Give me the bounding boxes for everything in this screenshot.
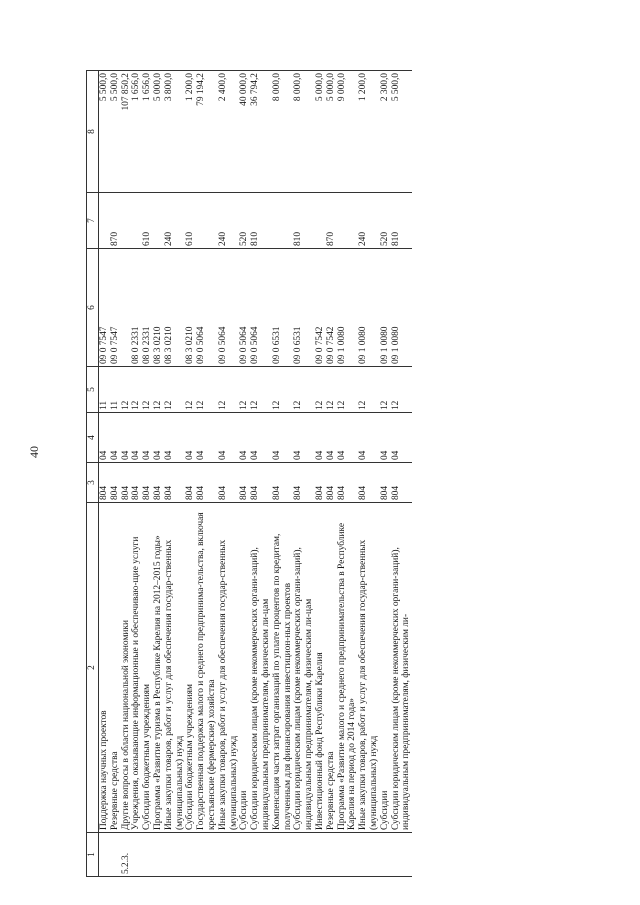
target-item-code-cell: 08 3 0210 [164,249,186,367]
section-code-cell: 04 [293,413,315,463]
row-name-cell: Субсидии юридическим лицам (кроме некоммерческих органи-заций), индивидуальным предпринимателям, физическим ли- [391,503,413,833]
row-number-cell [239,833,250,877]
subsection-code-cell: 12 [164,367,186,413]
amount-cell: 8 000,0 [293,71,315,193]
section-code-cell: 04 [131,413,142,463]
table-row [250,71,272,877]
table-row [142,71,153,877]
subsection-code-cell: 12 [391,367,413,413]
expense-type-code-cell: 870 [326,193,337,249]
ministry-code-cell: 804 [380,463,391,503]
ministry-code-cell: 804 [326,463,337,503]
row-name-cell: Субсидии юридическим лицам (кроме некоммерческих органи-заций), индивидуальным предпринимателям, физическим ли-цам [293,503,315,833]
column-header: 8 [87,71,99,193]
column-header: 2 [87,503,99,833]
expense-type-code-cell [121,193,132,249]
target-item-code-cell: 09 1 0080 [391,249,413,367]
target-item-code-cell: 09 1 0080 [337,249,359,367]
table-header-row [87,71,99,877]
row-number-cell [391,833,413,877]
column-header: 5 [87,367,99,413]
ministry-code-cell: 804 [218,463,240,503]
amount-cell: 107 850,2 [121,71,132,193]
target-item-code-cell: 08 3 0210 [185,249,196,367]
table-row [196,71,218,877]
subsection-code-cell: 12 [239,367,250,413]
amount-cell: 8 000,0 [272,71,294,193]
section-code-cell: 04 [110,413,121,463]
target-item-code-cell: 09 0 7542 [326,249,337,367]
table-row [153,71,164,877]
row-number-cell [164,833,186,877]
row-name-cell: Учреждения, оказывающие информационные и обеспечиваю-щие услуги [131,503,142,833]
target-item-code-cell: 09 0 6531 [272,249,294,367]
subsection-code-cell: 12 [218,367,240,413]
expense-type-code-cell: 240 [218,193,240,249]
row-number-cell [293,833,315,877]
row-name-cell: Программа «Развитие туризма в Республике Карелия на 2012–2015 годы» [153,503,164,833]
table-row [272,71,294,877]
target-item-code-cell: 09 0 7547 [99,249,110,367]
expense-type-code-cell [196,193,218,249]
section-code-cell: 04 [315,413,326,463]
target-item-code-cell: 09 0 7542 [315,249,326,367]
expense-type-code-cell: 810 [250,193,272,249]
row-number-cell [131,833,142,877]
target-item-code-cell: 09 0 5064 [218,249,240,367]
section-code-cell: 04 [196,413,218,463]
expense-type-code-cell: 520 [380,193,391,249]
column-header: 3 [87,463,99,503]
expense-type-code-cell: 610 [185,193,196,249]
subsection-code-cell: 12 [196,367,218,413]
table-row [131,71,142,877]
expense-type-code-cell: 810 [293,193,315,249]
amount-cell: 5 000,0 [153,71,164,193]
ministry-code-cell: 804 [99,463,110,503]
row-name-cell: Инвестиционный фонд Республики Карелия [315,503,326,833]
table-row [391,71,413,877]
subsection-code-cell: 12 [142,367,153,413]
row-name-cell: Государственная поддержка малого и среднего предпринима-тельства, включая крестьянские (фермерские) хозяйства [196,503,218,833]
section-code-cell: 04 [99,413,110,463]
section-code-cell: 04 [218,413,240,463]
row-number-cell [185,833,196,877]
ministry-code-cell: 804 [196,463,218,503]
table-row [99,71,110,877]
expense-type-code-cell: 240 [164,193,186,249]
row-name-cell: Субсидии бюджетным учреждениям [185,503,196,833]
row-name-cell: Резервные средства [326,503,337,833]
amount-cell: 2 300,0 [380,71,391,193]
expense-type-code-cell [153,193,164,249]
row-name-cell: Программа «Развитие малого и среднего предпринимательства в Республике Карелия на период до 2014 года» [337,503,359,833]
row-name-cell: Компенсация части затрат организаций по уплате процентов по кредитам, полученным для финансирования инвестицион-ных проектов [272,503,294,833]
ministry-code-cell: 804 [110,463,121,503]
expense-type-code-cell [315,193,326,249]
table-row [164,71,186,877]
section-code-cell: 04 [142,413,153,463]
row-number-cell [272,833,294,877]
expense-type-code-cell: 610 [142,193,153,249]
row-number-cell [315,833,326,877]
ministry-code-cell: 804 [121,463,132,503]
row-number-cell: 5.2.3. [121,833,132,877]
row-number-cell [99,833,110,877]
section-code-cell: 04 [391,413,413,463]
amount-cell: 79 194,2 [196,71,218,193]
amount-cell: 5 000,0 [315,71,326,193]
ministry-code-cell: 804 [272,463,294,503]
table-row [380,71,391,877]
subsection-code-cell: 12 [131,367,142,413]
row-number-cell [337,833,359,877]
amount-cell: 1 200,0 [185,71,196,193]
amount-cell: 5 500,0 [391,71,413,193]
amount-cell: 1 200,0 [358,71,380,193]
amount-cell: 5 500,0 [110,71,121,193]
target-item-code-cell: 09 0 6531 [293,249,315,367]
table-body [99,71,413,877]
table-row [239,71,250,877]
column-header: 4 [87,413,99,463]
target-item-code-cell: 08 3 0210 [153,249,164,367]
row-name-cell: Субсидии бюджетным учреждениям [142,503,153,833]
row-number-cell [218,833,240,877]
ministry-code-cell: 804 [239,463,250,503]
amount-cell: 40 000,0 [239,71,250,193]
target-item-code-cell: 09 0 5064 [239,249,250,367]
row-name-cell: Иные закупки товаров, работ и услуг для обеспечения государ-ственных (муниципальных) нужд [358,503,380,833]
column-header: 7 [87,193,99,249]
subsection-code-cell: 11 [110,367,121,413]
amount-cell: 2 400,0 [218,71,240,193]
subsection-code-cell: 12 [121,367,132,413]
page-number: 40 [27,446,41,458]
row-name-cell: Субсидии [380,503,391,833]
subsection-code-cell: 12 [293,367,315,413]
amount-cell: 1 656,0 [131,71,142,193]
ministry-code-cell: 804 [315,463,326,503]
section-code-cell: 04 [164,413,186,463]
table-row [326,71,337,877]
subsection-code-cell: 12 [315,367,326,413]
table-row [185,71,196,877]
expense-type-code-cell [337,193,359,249]
column-header: 6 [87,249,99,367]
section-code-cell: 04 [153,413,164,463]
expense-type-code-cell [272,193,294,249]
ministry-code-cell: 804 [337,463,359,503]
table-row [110,71,121,877]
target-item-code-cell: 08 0 2331 [142,249,153,367]
section-code-cell: 04 [250,413,272,463]
table-row [315,71,326,877]
row-name-cell: Субсидии юридическим лицам (кроме некоммерческих органи-заций), индивидуальным предпринимателям, физическим ли-цам [250,503,272,833]
amount-cell: 5 500,0 [99,71,110,193]
row-number-cell [110,833,121,877]
section-code-cell: 04 [337,413,359,463]
row-name-cell: Другие вопросы в области национальной экономики [121,503,132,833]
expense-type-code-cell [131,193,142,249]
table-row [121,71,132,877]
row-number-cell [142,833,153,877]
expense-type-code-cell: 810 [391,193,413,249]
row-number-cell [326,833,337,877]
row-number-cell [153,833,164,877]
row-name-cell: Субсидии [239,503,250,833]
subsection-code-cell: 12 [185,367,196,413]
subsection-code-cell: 12 [358,367,380,413]
ministry-code-cell: 804 [142,463,153,503]
row-number-cell [358,833,380,877]
section-code-cell: 04 [326,413,337,463]
table-row [293,71,315,877]
subsection-code-cell: 12 [337,367,359,413]
target-item-code-cell [121,249,132,367]
subsection-code-cell: 11 [99,367,110,413]
target-item-code-cell: 08 0 2331 [131,249,142,367]
ministry-code-cell: 804 [185,463,196,503]
subsection-code-cell: 12 [272,367,294,413]
section-code-cell: 04 [121,413,132,463]
target-item-code-cell: 09 0 7547 [110,249,121,367]
table-row [218,71,240,877]
amount-cell: 5 000,0 [326,71,337,193]
row-name-cell: Поддержка научных проектов [99,503,110,833]
target-item-code-cell: 09 1 0080 [358,249,380,367]
section-code-cell: 04 [272,413,294,463]
subsection-code-cell: 12 [326,367,337,413]
ministry-code-cell: 804 [250,463,272,503]
ministry-code-cell: 804 [131,463,142,503]
subsection-code-cell: 12 [250,367,272,413]
section-code-cell: 04 [380,413,391,463]
amount-cell: 9 000,0 [337,71,359,193]
row-number-cell [250,833,272,877]
section-code-cell: 04 [239,413,250,463]
target-item-code-cell: 09 0 5064 [250,249,272,367]
ministry-code-cell: 804 [358,463,380,503]
section-code-cell: 04 [358,413,380,463]
column-header: 1 [87,833,99,877]
table-row [337,71,359,877]
ministry-code-cell: 804 [391,463,413,503]
ministry-code-cell: 804 [153,463,164,503]
row-number-cell [196,833,218,877]
subsection-code-cell: 12 [380,367,391,413]
row-name-cell: Иные закупки товаров, работ и услуг для обеспечения государ-ственных (муниципальных) нужд [218,503,240,833]
amount-cell: 1 656,0 [142,71,153,193]
budget-table [86,70,412,877]
row-name-cell: Иные закупки товаров, работ и услуг для обеспечения государ-ственных (муниципальных) нужд [164,503,186,833]
amount-cell: 3 800,0 [164,71,186,193]
expense-type-code-cell [99,193,110,249]
expense-type-code-cell: 520 [239,193,250,249]
row-name-cell: Резервные средства [110,503,121,833]
expense-type-code-cell: 870 [110,193,121,249]
section-code-cell: 04 [185,413,196,463]
ministry-code-cell: 804 [293,463,315,503]
subsection-code-cell: 12 [153,367,164,413]
target-item-code-cell: 09 0 5064 [196,249,218,367]
target-item-code-cell: 09 1 0080 [380,249,391,367]
amount-cell: 36 794,2 [250,71,272,193]
expense-type-code-cell: 240 [358,193,380,249]
table-row [358,71,380,877]
row-number-cell [380,833,391,877]
ministry-code-cell: 804 [164,463,186,503]
